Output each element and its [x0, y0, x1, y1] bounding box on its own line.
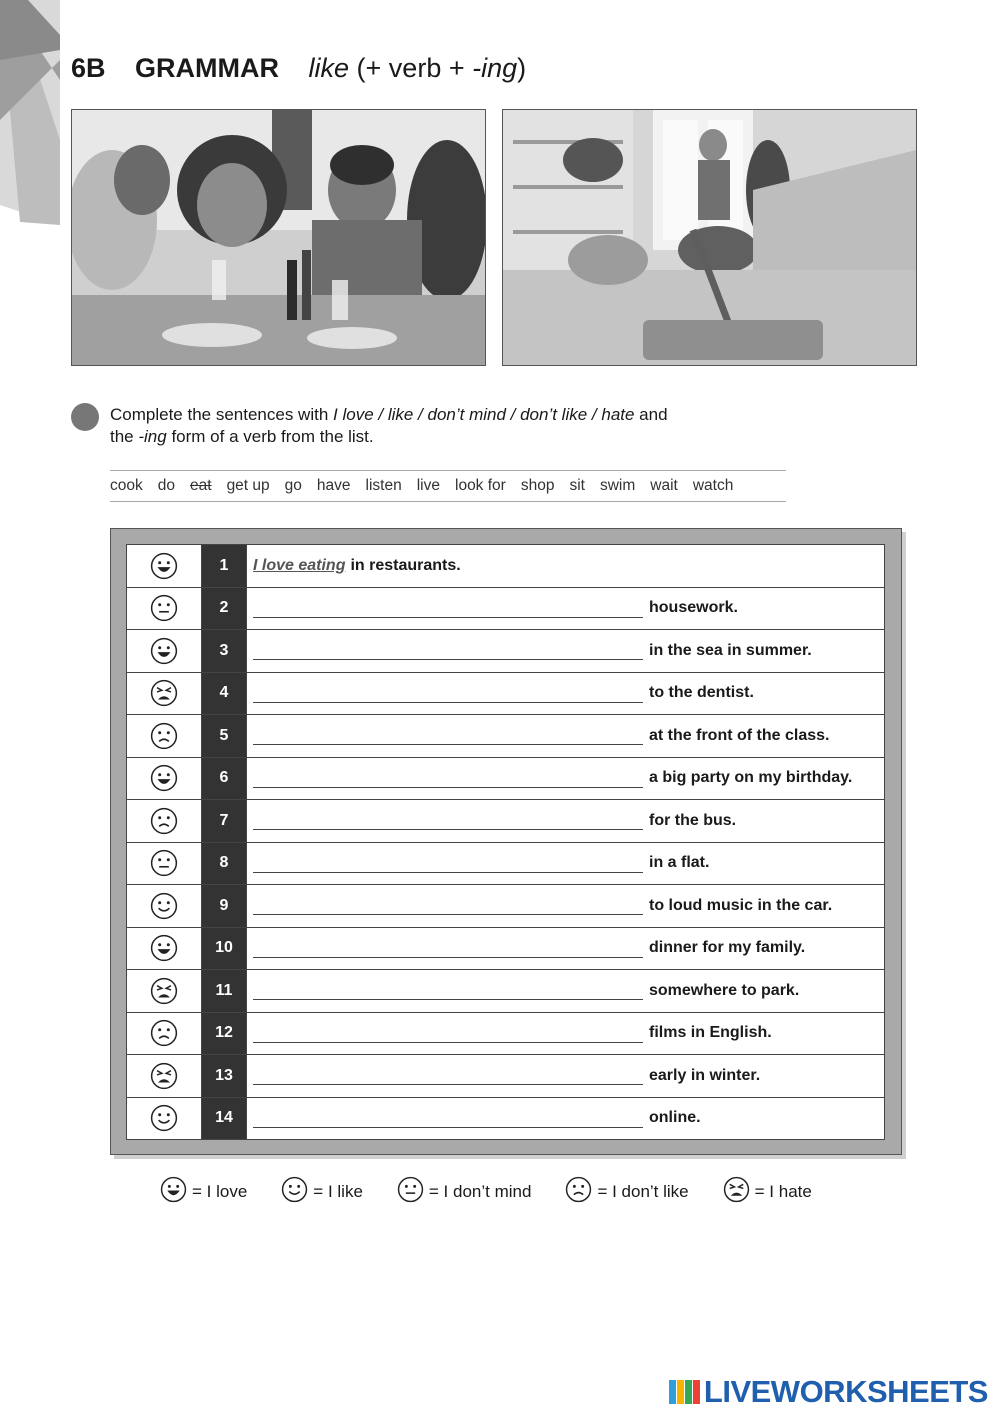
item-number: 13 — [202, 1055, 247, 1098]
answer-blank[interactable] — [253, 939, 643, 958]
sentence-cell — [247, 630, 885, 673]
answer-blank[interactable] — [253, 599, 643, 618]
word-list-item: swim — [599, 477, 636, 494]
logo-text: LIVEWORKSHEETS — [703, 1374, 988, 1409]
sentence-cell — [247, 800, 885, 843]
sentence-ending: a big party on my birthday. — [649, 769, 853, 787]
sentence-ending: in restaurants. — [350, 556, 461, 574]
exercise-panel — [110, 528, 902, 1155]
answer-blank[interactable] — [253, 1109, 643, 1128]
topic-text: (+ verb + — [349, 53, 473, 83]
answer-blank[interactable] — [253, 726, 643, 745]
like-face-icon — [127, 885, 202, 928]
legend-label: = I hate — [754, 1182, 812, 1201]
topic-ing: -ing — [472, 53, 518, 83]
item-number: 4 — [202, 672, 247, 715]
word-list-item: eat — [190, 477, 212, 494]
word-list-item: cook — [110, 477, 143, 494]
instructions-ing: -ing — [138, 427, 167, 446]
answer-blank[interactable] — [253, 769, 643, 788]
sentence-ending: housework. — [649, 599, 738, 617]
exercise-row — [127, 1055, 885, 1098]
sentence-cell — [247, 1097, 885, 1140]
topic-word: like — [308, 53, 350, 83]
sentence-ending: to the dentist. — [649, 684, 754, 702]
exercise-row — [127, 757, 885, 800]
word-list-item: sit — [569, 477, 585, 494]
verb-word-list — [110, 470, 786, 502]
answer-blank[interactable] — [253, 684, 643, 703]
love-face-icon — [127, 630, 202, 673]
exercise-row — [127, 800, 885, 843]
sentence-cell — [247, 885, 885, 928]
topic-close: ) — [517, 53, 527, 83]
dontlike-face-icon — [127, 1012, 202, 1055]
photo-friends-restaurant — [71, 109, 486, 366]
instructions-text-1: Complete the sentences with — [110, 405, 334, 424]
word-list-item: live — [416, 477, 440, 494]
sentence-ending: online. — [649, 1109, 701, 1127]
page-title — [71, 50, 526, 86]
answer-blank[interactable] — [253, 811, 643, 830]
exercise-row — [127, 715, 885, 758]
sentence-ending: dinner for my family. — [649, 939, 806, 957]
answer-blank[interactable] — [253, 1066, 643, 1085]
exercise-row — [127, 587, 885, 630]
section-label: GRAMMAR — [135, 53, 280, 83]
word-list-item: do — [157, 477, 175, 494]
sentence-ending: at the front of the class. — [649, 726, 830, 744]
example-answer: I love eating — [253, 556, 346, 574]
exercise-table — [126, 544, 885, 1140]
love-face-icon — [127, 927, 202, 970]
sentence-cell — [247, 1055, 885, 1098]
instructions-text-4: form of a verb from the list. — [166, 427, 374, 446]
hate-face-icon — [127, 970, 202, 1013]
dontlike-face-icon — [127, 800, 202, 843]
answer-blank[interactable] — [253, 854, 643, 873]
item-number: 9 — [202, 885, 247, 928]
item-number: 10 — [202, 927, 247, 970]
sentence-cell — [247, 970, 885, 1013]
legend-label: = I don’t like — [597, 1182, 689, 1201]
exercise-row — [127, 970, 885, 1013]
sentence-ending: films in English. — [649, 1024, 772, 1042]
sentence-cell — [247, 842, 885, 885]
instructions — [110, 404, 750, 448]
item-number: 11 — [202, 970, 247, 1013]
item-number: 8 — [202, 842, 247, 885]
logo-color-bar — [677, 1380, 684, 1404]
sentence-ending: in a flat. — [649, 854, 710, 872]
item-number: 5 — [202, 715, 247, 758]
legend-item — [723, 1176, 812, 1208]
exercise-row — [127, 927, 885, 970]
legend-label: = I don’t mind — [428, 1182, 532, 1201]
exercise-row — [127, 1012, 885, 1055]
logo-color-bar — [669, 1380, 676, 1404]
sentence-cell — [247, 587, 885, 630]
unit-code: 6B — [71, 53, 106, 83]
sentence-cell — [247, 715, 885, 758]
sentence-cell — [247, 927, 885, 970]
word-list-item: go — [284, 477, 302, 494]
face-legend — [160, 1176, 846, 1208]
liveworksheets-logo — [669, 1374, 988, 1410]
hate-face-icon — [127, 1055, 202, 1098]
answer-blank[interactable] — [253, 1024, 643, 1043]
item-number: 1 — [202, 545, 247, 588]
word-list-item: listen — [365, 477, 402, 494]
like-face-icon — [127, 1097, 202, 1140]
dontlike-face-icon — [127, 715, 202, 758]
love-face-icon — [127, 545, 202, 588]
sentence-ending: in the sea in summer. — [649, 641, 812, 659]
hate-face-icon — [127, 672, 202, 715]
item-number: 3 — [202, 630, 247, 673]
photo-woman-vacuuming — [502, 109, 917, 366]
legend-item — [160, 1176, 247, 1208]
word-list-item: look for — [455, 477, 506, 494]
sentence-cell — [247, 1012, 885, 1055]
word-list-item: have — [316, 477, 351, 494]
exercise-row — [127, 842, 885, 885]
item-number: 6 — [202, 757, 247, 800]
logo-color-bar — [685, 1380, 692, 1404]
sentence-cell — [247, 757, 885, 800]
love-face-icon — [160, 1176, 192, 1208]
sentence-ending: for the bus. — [649, 811, 737, 829]
item-number: 2 — [202, 587, 247, 630]
exercise-row — [127, 545, 885, 588]
like-face-icon — [281, 1176, 313, 1208]
answer-blank[interactable] — [253, 896, 643, 915]
sentence-cell — [247, 672, 885, 715]
dontmind-face-icon — [397, 1176, 429, 1208]
answer-blank[interactable] — [253, 641, 643, 660]
instructions-options: I love / like / don’t mind / don’t like / hate — [333, 405, 635, 424]
sentence-ending: somewhere to park. — [649, 981, 800, 999]
exercise-row — [127, 672, 885, 715]
exercise-row — [127, 1097, 885, 1140]
legend-item — [565, 1176, 688, 1208]
instructions-text-2: and — [634, 405, 668, 424]
word-list-item: watch — [692, 477, 734, 494]
legend-item — [397, 1176, 532, 1208]
item-number: 7 — [202, 800, 247, 843]
word-list-item: shop — [520, 477, 555, 494]
item-number: 14 — [202, 1097, 247, 1140]
dontmind-face-icon — [127, 587, 202, 630]
love-face-icon — [127, 757, 202, 800]
logo-color-bar — [693, 1380, 700, 1404]
legend-label: = I like — [313, 1182, 363, 1201]
answer-blank[interactable] — [253, 981, 643, 1000]
instructions-text-3: the — [110, 427, 139, 446]
hate-face-icon — [723, 1176, 755, 1208]
dontmind-face-icon — [127, 842, 202, 885]
logo-color-bars — [669, 1380, 701, 1404]
item-number: 12 — [202, 1012, 247, 1055]
sentence-ending: to loud music in the car. — [649, 896, 833, 914]
word-list-item: wait — [650, 477, 678, 494]
sentence-cell — [247, 545, 885, 588]
exercise-bullet — [71, 403, 99, 431]
dontlike-face-icon — [565, 1176, 597, 1208]
legend-label: = I love — [192, 1182, 248, 1201]
decorative-corner-fan — [0, 0, 60, 225]
legend-item — [281, 1176, 363, 1208]
word-list-item: get up — [226, 477, 270, 494]
exercise-row — [127, 885, 885, 928]
exercise-row — [127, 630, 885, 673]
sentence-ending: early in winter. — [649, 1066, 761, 1084]
